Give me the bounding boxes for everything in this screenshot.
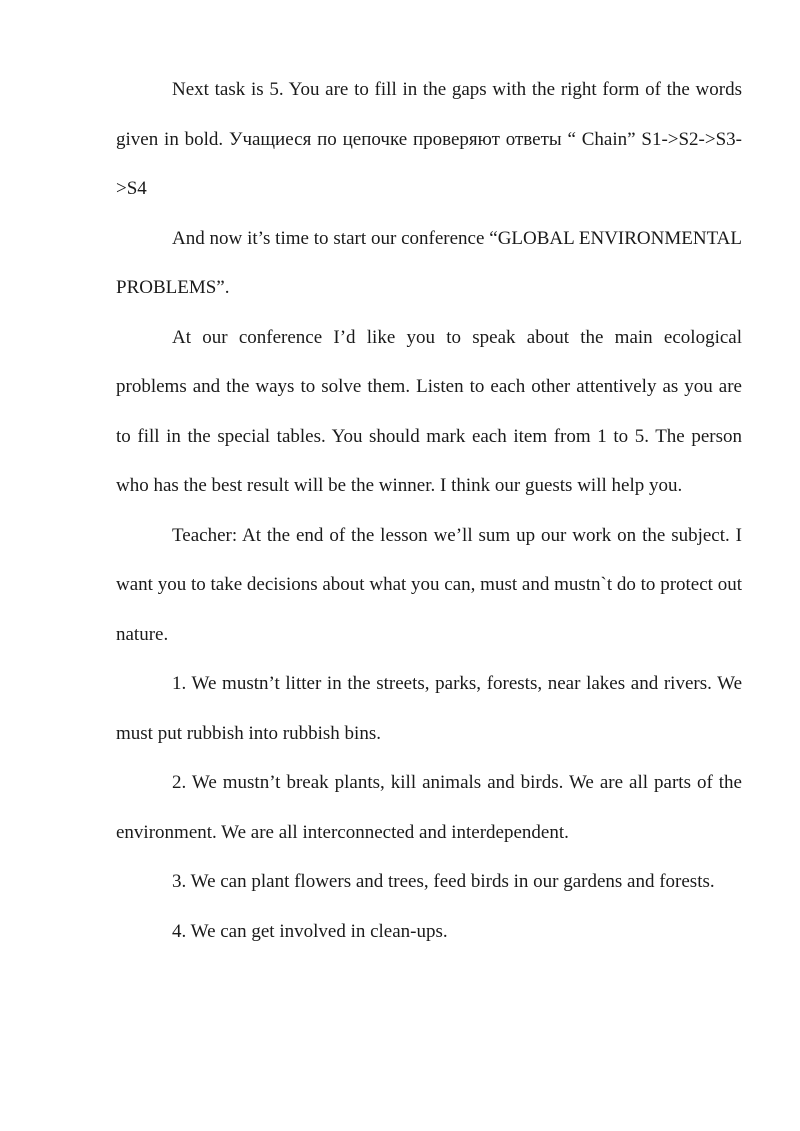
paragraph-task-5: Next task is 5. You are to fill in the gaps with the right form of the words given in bold. Учащиеся по цепочке проверяют ответы “ Chain” S1->S2->S3->S4	[116, 79, 742, 199]
paragraph-teacher-summary: Teacher: At the end of the lesson we’ll sum up our work on the subject. I want you to take decisions about what you can, must and mustn`t do to protect out nature.	[116, 524, 742, 645]
list-item-rule-2: 2. We mustn’t break plants, kill animals and birds. We are all parts of the environment. We are all interconnected and interdependent.	[116, 772, 742, 843]
list-item-rule-1: 1. We mustn’t litter in the streets, parks, forests, near lakes and rivers. We must put rubbish into rubbish bins.	[116, 673, 742, 744]
paragraph-conference-intro: And now it’s time to start our conference “GLOBAL ENVIRONMENTAL PROBLEMS”.	[116, 227, 742, 298]
paragraph-conference-instructions: At our conference I’d like you to speak about the main ecological problems and the ways to solve them. Listen to each other attentively as you are to fill in the special tables. You should mark each item from 1 to 5. The person who has the best result will be the winner. I think our guests will help you.	[116, 326, 742, 496]
list-item-rule-3: 3. We can plant flowers and trees, feed birds in our gardens and forests.	[172, 871, 715, 892]
document-page	[116, 65, 742, 956]
list-item-rule-4: 4. We can get involved in clean-ups.	[172, 920, 448, 942]
